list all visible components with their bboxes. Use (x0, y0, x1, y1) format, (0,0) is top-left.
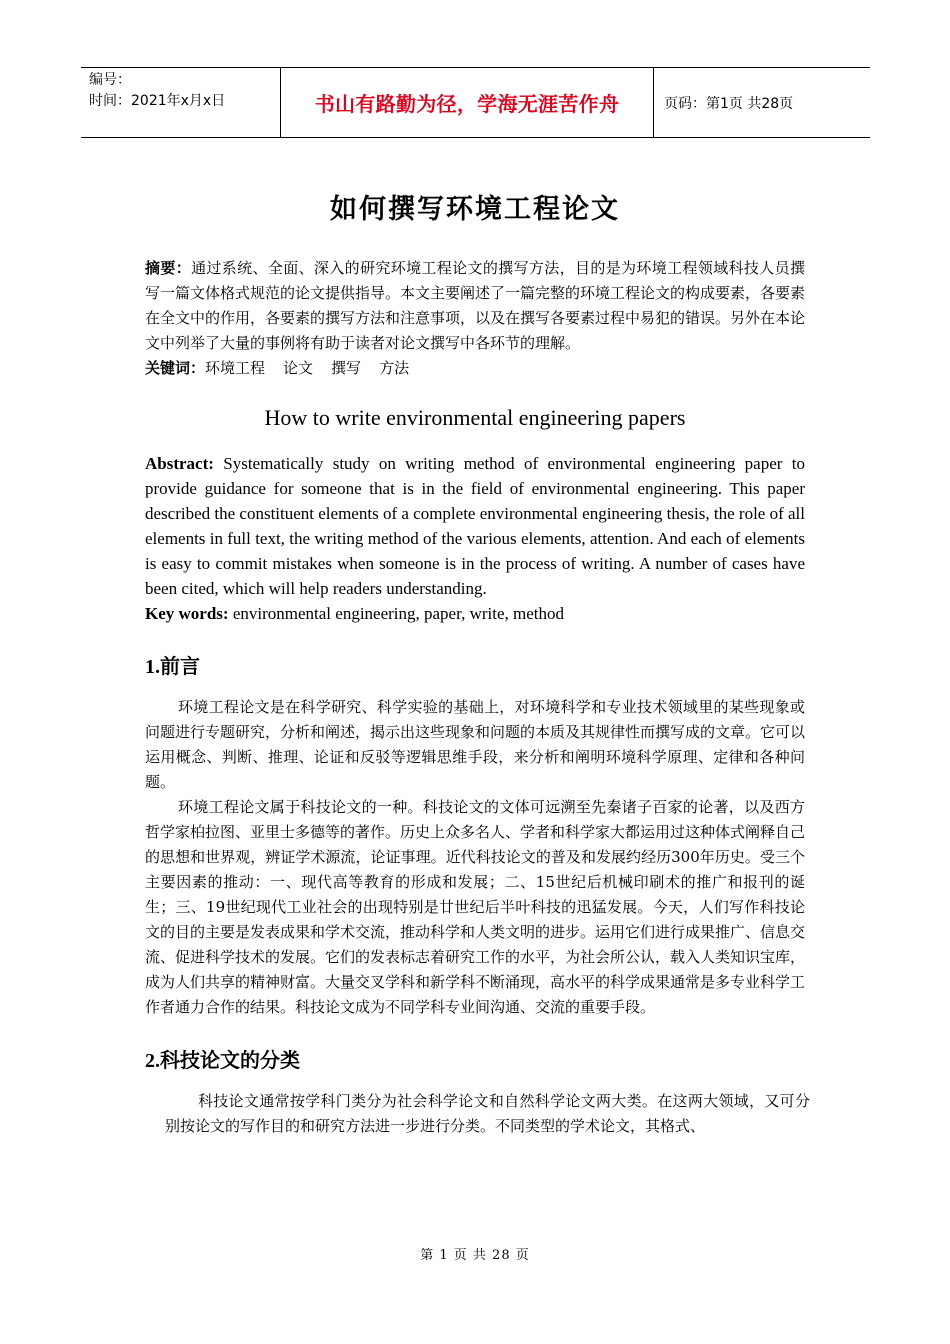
section-1-paragraph-1: 环境工程论文是在科学研究、科学实验的基础上，对环境科学和专业技术领域里的某些现象或问题进行专题研究，分析和阐述，揭示出这些现象和问题的本质及其规律性而撰写成的文章。它可以运用概念、判断、推理、论证和反驳等逻辑思维手段，来分析和阐明环境科学原理、定律和各种问题。 (145, 698, 806, 791)
abstract-cn (145, 256, 805, 356)
header-meta (81, 68, 281, 137)
keywords-cn-label: 关键词： (145, 359, 206, 377)
header-page-info: 页码：第1页 共28页 (664, 95, 794, 112)
page-footer: 第 1 页 共 28 页 (420, 1248, 530, 1263)
document-title: 如何撰写环境工程论文 (330, 194, 620, 225)
keywords-en-label: Key words: (145, 604, 229, 623)
abstract-en-text: Systematically study on writing method of environmental engineering paper to provide guidance for someone that is in the field of environmental engineering. This paper described the constituent elements of a complete environmental engineering thesis, the role of all elements in full text, the writing method of the various elements, attention. And each of elements is easy to commit mistakes when someone is in the process of writing. A number of cases have been cited, which will help readers understanding. (145, 454, 805, 598)
section-2-heading: 2.科技论文的分类 (145, 1050, 300, 1072)
page-header (81, 67, 870, 138)
abstract-cn-text: 通过系统、全面、深入的研究环境工程论文的撰写方法，目的是为环境工程领域科技人员撰写一篇文体格式规范的论文提供指导。本文主要阐述了一篇完整的环境工程论文的构成要素，各要素在全文中的作用，各要素的撰写方法和注意事项，以及在撰写各要素过程中易犯的错误。另外在本论文中列举了大量的事例将有助于读者对论文撰写中各环节的理解。 (145, 259, 806, 352)
keyword-item: 方法 (379, 359, 410, 377)
abstract-en (145, 451, 805, 601)
section-1-heading: 1.前言 (145, 656, 200, 678)
abstract-en-label: Abstract: (145, 454, 214, 473)
header-motto: 书山有路勤为径，学海无涯苦作舟 (281, 68, 654, 137)
document-body (145, 185, 810, 1139)
keywords-en-text: environmental engineering, paper, write, method (228, 604, 565, 623)
abstract-cn-label: 摘要： (145, 259, 192, 277)
section-2-paragraph: 科技论文通常按学科门类分为社会科学论文和自然科学论文两大类。在这两大领域，又可分别按论文的写作目的和研究方法进一步进行分类。不同类型的学术论文，其格式、 (165, 1092, 810, 1135)
section-1-paragraph-2: 环境工程论文属于科技论文的一种。科技论文的文体可远溯至先秦诸子百家的论著，以及西方哲学家柏拉图、亚里士多德等的著作。历史上众多名人、学者和科学家大都运用过这种体式阐释自己的思想和世界观，辨证学术源流，论证事理。近代科技论文的普及和发展约经历300年历史。受三个主要因素的推动：一、现代高等教育的形成和发展；二、15世纪后机械印刷术的推广和报刊的诞生；三、19世纪现代工业社会的出现特别是廿世纪后半叶科技的迅猛发展。今天，人们写作科技论文的目的主要是发表成果和学术交流，推动科学和人类文明的进步。运用它们进行成果推广、信息交流、促进科学技术的发展。它们的发表标志着研究工作的水平，为社会所公认，载入人类知识宝库，成为人们共享的精神财富。大量交叉学科和新学科不断涌现，高水平的科学成果通常是多专业科学工作者通力合作的结果。科技论文成为不同学科专业间沟通、交流的重要手段。 (145, 798, 806, 1016)
keywords-en (145, 601, 805, 626)
date-label: 时间：2021年x月x日 (89, 93, 226, 109)
keyword-item: 环境工程 (205, 359, 266, 377)
english-title: How to write environmental engineering papers (264, 405, 686, 430)
keyword-item: 论文 (283, 359, 314, 377)
keywords-cn (145, 356, 805, 381)
number-label: 编号： (89, 72, 131, 88)
keyword-item: 撰写 (331, 359, 362, 377)
